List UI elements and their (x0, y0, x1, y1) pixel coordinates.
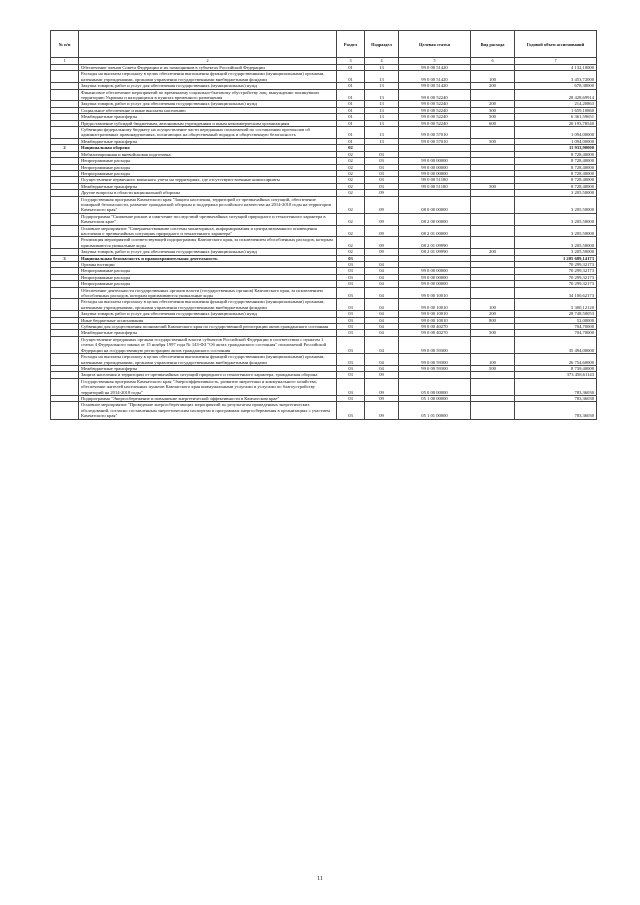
row-target: 05 1 01 00000 (399, 402, 471, 419)
table-row (51, 237, 597, 249)
row-vid (471, 196, 515, 213)
row-vid: 100 (471, 71, 515, 83)
row-razdel: 03 (337, 281, 365, 287)
row-target: 99 0 00 00000 (399, 158, 471, 164)
column-index-row (51, 58, 597, 65)
row-amount: 1 659,10860 (515, 107, 597, 113)
table-row (51, 225, 597, 237)
column-index: 7 (515, 58, 597, 65)
row-name: Предоставление субсидий бюджетным, автономным учреждениям и иным некоммерческим организациям (79, 120, 337, 126)
row-podrazdel: 09 (365, 395, 399, 401)
row-name: Основное мероприятие "Проведение энергосберегающих мероприятий по результатам проведенных энергетических обследований, согласно составленным энергетическим паспортам и программам энергосбережения в организациях с участием Камчатского края" (79, 402, 337, 419)
row-razdel: 02 (337, 183, 365, 189)
row-name: Органы юстиции (79, 262, 337, 268)
row-podrazdel: 09 (365, 249, 399, 255)
row-number (51, 237, 79, 249)
row-target: 08 2 00 00000 (399, 213, 471, 225)
row-target: 99 0 00 51420 (399, 83, 471, 89)
row-amount: 783,36030 (515, 395, 597, 401)
row-name: Осуществление первичного воинского учета на территориях, где отсутствуют военные комиссариаты (79, 177, 337, 183)
row-razdel: 03 (337, 311, 365, 317)
row-name: Непрограммные расходы (79, 170, 337, 176)
row-amount: 678,38000 (515, 83, 597, 89)
table-body (51, 65, 597, 420)
row-target: 99 0 00 57010 (399, 138, 471, 144)
row-name: Подпрограмма "Снижение рисков и смягчение последствий чрезвычайных ситуаций природного и техногенного характера в Камчатском крае" (79, 213, 337, 225)
row-target: 08 0 00 00000 (399, 196, 471, 213)
table-row (51, 89, 597, 101)
row-razdel: 03 (337, 317, 365, 323)
row-podrazdel: 09 (365, 213, 399, 225)
row-target: 99 0 00 52240 (399, 120, 471, 126)
row-target: 08 2 01 00000 (399, 225, 471, 237)
row-name: Социальное обеспечение и иные выплаты населению (79, 107, 337, 113)
row-amount: 70 299,32173 (515, 262, 597, 268)
row-amount: 35 494,00000 (515, 336, 597, 353)
table-row (51, 213, 597, 225)
row-podrazdel: 04 (365, 365, 399, 371)
row-razdel: 03 (337, 336, 365, 353)
row-target: 99 0 00 51180 (399, 183, 471, 189)
row-name: Непрограммные расходы (79, 274, 337, 280)
row-name: Закупка товаров, работ и услуг для обеспечения государственных (муниципальных) нужд (79, 311, 337, 317)
column-index: 4 (365, 58, 399, 65)
row-amount: 20 193,78540 (515, 120, 597, 126)
row-amount: 704,70000 (515, 330, 597, 336)
row-razdel: 01 (337, 83, 365, 89)
row-podrazdel: 04 (365, 274, 399, 280)
row-vid (471, 378, 515, 395)
row-razdel: 03 (337, 255, 365, 261)
row-name: Непрограммные расходы (79, 158, 337, 164)
row-razdel: 03 (337, 268, 365, 274)
header-vid: Вид расхода (471, 31, 515, 58)
row-target: 99 0 00 52240 (399, 89, 471, 101)
row-name: Непрограммные расходы (79, 268, 337, 274)
row-podrazdel: 09 (365, 225, 399, 237)
table-row (51, 127, 597, 139)
row-amount: 3 453,72000 (515, 71, 597, 83)
row-razdel: 03 (337, 378, 365, 395)
row-name: Расходы на выплаты персоналу в целях обеспечения выполнения функций государственными (муниципальными) органами, казенными учреждениями, органами управления государственными внебюджетными фондами (79, 354, 337, 366)
row-razdel: 01 (337, 101, 365, 107)
row-razdel: 02 (337, 213, 365, 225)
row-podrazdel: 03 (365, 177, 399, 183)
row-target: 99 0 00 52240 (399, 114, 471, 120)
row-amount: 1 094,00000 (515, 138, 597, 144)
row-target: 08 2 01 09990 (399, 237, 471, 249)
row-podrazdel: 04 (365, 281, 399, 287)
row-vid: 200 (471, 249, 515, 255)
row-number: 2 (51, 145, 79, 151)
row-podrazdel: 03 (365, 183, 399, 189)
row-vid (471, 402, 515, 419)
row-name: Осуществление переданных органам государственной власти субъектов Российской Федерации в соответствии с пунктом 1 статьи 4 Федерального закона от 15 ноября 1997 года № 143-ФЗ "Об актах гражданского состояния" полномочий Российской Федерации на государственную регистрацию актов гражданского состояния (79, 336, 337, 353)
row-amount: 34 100,62173 (515, 287, 597, 299)
row-vid (471, 89, 515, 101)
row-amount: 3 205,50000 (515, 213, 597, 225)
row-vid: 200 (471, 311, 515, 317)
row-podrazdel: 04 (365, 299, 399, 311)
row-name: Расходы на выплаты персоналу в целях обеспечения выполнения функций государственными (муниципальными) органами, казенными учреждениями, органами управления государственными внебюджетными фондами (79, 71, 337, 83)
row-amount: 70 299,32173 (515, 268, 597, 274)
row-amount: 783,36030 (515, 402, 597, 419)
row-razdel: 02 (337, 145, 365, 151)
row-target: 99 0 00 00000 (399, 274, 471, 280)
row-name: Защита населения и территории от чрезвычайных ситуаций природного и техногенного характера, гражданская оборона (79, 372, 337, 378)
row-target: 99 0 00 59300 (399, 336, 471, 353)
row-amount: 6 361,59651 (515, 114, 597, 120)
row-number (51, 354, 79, 366)
row-vid (471, 127, 515, 139)
row-amount: 8 728,40000 (515, 177, 597, 183)
row-podrazdel: 13 (365, 120, 399, 126)
column-index: 3 (337, 58, 365, 65)
column-index: 1 (51, 58, 79, 65)
row-amount: 1 205 689,14173 (515, 255, 597, 261)
row-target: 99 0 00 51420 (399, 71, 471, 83)
row-target: 05 1 00 00000 (399, 395, 471, 401)
row-amount: 8 728,40000 (515, 164, 597, 170)
row-name: Иные бюджетные ассигнования (79, 317, 337, 323)
table-row (51, 336, 597, 353)
row-razdel: 01 (337, 120, 365, 126)
page-number: 11 (317, 876, 323, 882)
header-target: Целевая статья (399, 31, 471, 58)
row-name: Государственная программа Камчатского края "Защита населения, территорий от чрезвычайных ситуаций, обеспечение пожарной безопасности, развитие гражданской обороны и поддержка российского казачества на 2014-2018 годы на территории Камчатского края" (79, 196, 337, 213)
row-target: 99 0 00 00000 (399, 170, 471, 176)
row-vid: 500 (471, 365, 515, 371)
row-name: Субвенции для осуществления полномочий Камчатского края по государственной регистрации актов гражданского состояния (79, 324, 337, 330)
row-name: Закупка товаров, работ и услуг для обеспечения государственных (муниципальных) нужд (79, 83, 337, 89)
row-podrazdel: 13 (365, 138, 399, 144)
row-razdel: 02 (337, 151, 365, 157)
row-vid: 500 (471, 183, 515, 189)
row-name: Закупка товаров, работ и услуг для обеспечения государственных (муниципальных) нужд (79, 249, 337, 255)
column-index: 2 (79, 58, 337, 65)
row-razdel: 03 (337, 354, 365, 366)
row-number (51, 225, 79, 237)
row-name: Обеспечение деятельности государственных органов власти (государственных органов) Камчатского края, за исключением обособленных расходов, которым присваиваются уникальные коды (79, 287, 337, 299)
row-razdel: 03 (337, 330, 365, 336)
row-number (51, 196, 79, 213)
row-amount: 8 739,40000 (515, 365, 597, 371)
row-amount: 26 754,60000 (515, 354, 597, 366)
row-podrazdel: 04 (365, 262, 399, 268)
row-razdel: 01 (337, 138, 365, 144)
row-number (51, 402, 79, 419)
row-target: 99 0 00 52240 (399, 107, 471, 113)
row-target: 99 0 00 40270 (399, 330, 471, 336)
row-name: Межбюджетные трансферты (79, 138, 337, 144)
row-number (51, 287, 79, 299)
row-razdel: 02 (337, 237, 365, 249)
row-amount: 8 728,40000 (515, 151, 597, 157)
row-amount: 3 205,50000 (515, 190, 597, 196)
row-razdel: 01 (337, 89, 365, 101)
row-razdel: 02 (337, 164, 365, 170)
row-podrazdel: 04 (365, 311, 399, 317)
row-vid (471, 287, 515, 299)
row-podrazdel: 03 (365, 170, 399, 176)
header-name (79, 31, 337, 58)
row-podrazdel: 13 (365, 83, 399, 89)
row-razdel: 01 (337, 114, 365, 120)
row-amount: 3 205,50000 (515, 249, 597, 255)
row-name: Финансовое обеспечение мероприятий по временному социально-бытовому обустройству лиц, вынужденно покинувших территорию Украины и находящихся в пунктах временного размещения (79, 89, 337, 101)
row-name: Межбюджетные трансферты (79, 330, 337, 336)
table-row (51, 354, 597, 366)
row-name: Реализация мероприятий соответствующей подпрограммы Камчатского края, за исключением обособленных расходов, которым присваиваются уникальные коды (79, 237, 337, 249)
row-podrazdel: 04 (365, 268, 399, 274)
row-podrazdel: 03 (365, 158, 399, 164)
header-razdel: Раздел (337, 31, 365, 58)
row-target: 99 0 00 57010 (399, 127, 471, 139)
row-razdel: 03 (337, 274, 365, 280)
table-row (51, 71, 597, 83)
table-row (51, 402, 597, 419)
row-podrazdel: 09 (365, 237, 399, 249)
row-razdel: 03 (337, 299, 365, 311)
row-podrazdel: 03 (365, 164, 399, 170)
table-row (51, 196, 597, 213)
row-podrazdel: 09 (365, 372, 399, 378)
row-razdel: 02 (337, 170, 365, 176)
row-name: Государственная программа Камчатского края "Энергоэффективность, развитие энергетики и коммунального хозяйства, обеспечение жителей населенных пунктов Камчатского края коммунальными услугами и услугами по благоустройству территорий на 2014-2018 годы" (79, 378, 337, 395)
row-vid: 200 (471, 101, 515, 107)
row-name: Межбюджетные трансферты (79, 114, 337, 120)
row-vid (471, 225, 515, 237)
row-podrazdel: 09 (365, 190, 399, 196)
row-razdel: 03 (337, 365, 365, 371)
row-amount: 704,70000 (515, 324, 597, 330)
row-vid (471, 336, 515, 353)
row-target: 99 0 00 10010 (399, 311, 471, 317)
row-number (51, 127, 79, 139)
row-target: 99 0 00 51180 (399, 177, 471, 183)
row-podrazdel: 04 (365, 287, 399, 299)
row-amount: 373 458,61143 (515, 372, 597, 378)
row-razdel: 02 (337, 249, 365, 255)
row-podrazdel: 13 (365, 65, 399, 71)
row-amount: 52,00000 (515, 317, 597, 323)
row-vid (471, 213, 515, 225)
row-number (51, 213, 79, 225)
row-target: 99 0 00 00000 (399, 268, 471, 274)
column-index: 6 (471, 58, 515, 65)
row-target: 99 0 00 52240 (399, 101, 471, 107)
row-name: Межбюджетные трансферты (79, 365, 337, 371)
table-row (51, 299, 597, 311)
row-number: 3 (51, 255, 79, 261)
row-podrazdel: 13 (365, 107, 399, 113)
row-razdel: 02 (337, 225, 365, 237)
row-podrazdel: 04 (365, 330, 399, 336)
row-razdel: 01 (337, 71, 365, 83)
row-vid: 100 (471, 299, 515, 311)
budget-table-sheet (50, 30, 596, 420)
row-amount: 3 205,50000 (515, 237, 597, 249)
row-amount: 70 299,32173 (515, 274, 597, 280)
header-amount: Годовой объем ассигнований (515, 31, 597, 58)
row-vid: 500 (471, 138, 515, 144)
row-razdel: 01 (337, 107, 365, 113)
row-target: 99 0 00 59300 (399, 354, 471, 366)
row-name: Непрограммные расходы (79, 281, 337, 287)
row-target: 99 0 00 51420 (399, 65, 471, 71)
row-razdel: 02 (337, 177, 365, 183)
row-name: Национальная оборона (79, 145, 337, 151)
row-podrazdel: 03 (365, 151, 399, 157)
row-podrazdel: 09 (365, 378, 399, 395)
row-razdel: 03 (337, 402, 365, 419)
row-razdel: 02 (337, 196, 365, 213)
row-vid: 500 (471, 330, 515, 336)
row-razdel: 01 (337, 65, 365, 71)
row-razdel: 03 (337, 287, 365, 299)
row-target: 99 0 00 40270 (399, 324, 471, 330)
row-name: Основное мероприятие "Совершенствование системы мониторинга, информирования и централизованного оповещения населения о чрезвычайных ситуациях природного и техногенного характера" (79, 225, 337, 237)
row-target: 99 0 00 00000 (399, 281, 471, 287)
row-name: Мобилизационная и вневойсковая подготовка (79, 151, 337, 157)
row-amount: 28 428,69914 (515, 89, 597, 101)
column-index: 5 (399, 58, 471, 65)
row-podrazdel: 04 (365, 324, 399, 330)
row-vid: 300 (471, 107, 515, 113)
row-name: Подпрограмма "Энергосбережение и повышение энергетической эффективности в Камчатском крае" (79, 395, 337, 401)
row-name: Расходы на выплаты персоналу в целях обеспечения выполнения функций государственными (муниципальными) органами, казенными учреждениями, органами управления государственными внебюджетными фондами (79, 299, 337, 311)
row-podrazdel: 13 (365, 71, 399, 83)
row-number (51, 299, 79, 311)
row-razdel: 03 (337, 372, 365, 378)
row-vid: 800 (471, 317, 515, 323)
row-podrazdel: 13 (365, 114, 399, 120)
row-target: 99 0 00 10010 (399, 299, 471, 311)
row-podrazdel: 04 (365, 336, 399, 353)
row-vid: 500 (471, 114, 515, 120)
row-razdel: 03 (337, 395, 365, 401)
row-amount: 8 728,40000 (515, 158, 597, 164)
row-amount: 28 748,50053 (515, 311, 597, 317)
row-podrazdel: 04 (365, 317, 399, 323)
row-amount: 5 300,12120 (515, 299, 597, 311)
row-podrazdel: 13 (365, 127, 399, 139)
row-number (51, 336, 79, 353)
row-amount: 214,20863 (515, 101, 597, 107)
row-podrazdel: 13 (365, 89, 399, 101)
row-podrazdel: 13 (365, 101, 399, 107)
row-podrazdel: 09 (365, 402, 399, 419)
row-amount: 3 205,50000 (515, 225, 597, 237)
row-number (51, 89, 79, 101)
row-name: Обеспечение членов Совета Федерации и их помощников в субъектах Российской Федерации (79, 65, 337, 71)
row-razdel: 01 (337, 127, 365, 139)
row-name: Непрограммные расходы (79, 164, 337, 170)
row-amount: 4 132,10000 (515, 65, 597, 71)
table-row (51, 378, 597, 395)
row-number (51, 71, 79, 83)
row-vid: 600 (471, 120, 515, 126)
table-row (51, 287, 597, 299)
row-target: 99 0 00 10010 (399, 287, 471, 299)
row-amount: 1 094,00000 (515, 127, 597, 139)
row-podrazdel: 04 (365, 354, 399, 366)
row-razdel: 03 (337, 262, 365, 268)
row-name: Субвенции федеральному бюджету на осуществление части переданных полномочий по составлению протоколов об административных правонарушениях, посягающих на общественный порядок и общественную безопасность (79, 127, 337, 139)
row-vid: 100 (471, 354, 515, 366)
row-amount: 3 205,50000 (515, 196, 597, 213)
row-target: 05 0 00 00000 (399, 378, 471, 395)
row-razdel: 03 (337, 324, 365, 330)
header-num: № п/п (51, 31, 79, 58)
row-vid: 200 (471, 83, 515, 89)
row-name: Закупка товаров, работ и услуг для обеспечения государственных (муниципальных) нужд (79, 101, 337, 107)
row-number (51, 378, 79, 395)
row-name: Другие вопросы в области национальной обороны (79, 190, 337, 196)
header-row (51, 31, 597, 58)
row-amount: 8 728,40000 (515, 170, 597, 176)
row-amount: 70 299,32173 (515, 281, 597, 287)
row-razdel: 02 (337, 190, 365, 196)
row-amount: 783,36030 (515, 378, 597, 395)
row-name: Национальная безопасность и правоохранительная деятельность (79, 255, 337, 261)
row-amount: 11 933,90000 (515, 145, 597, 151)
header-podrazdel: Подраздел (365, 31, 399, 58)
row-target: 99 0 00 59300 (399, 365, 471, 371)
row-name: Межбюджетные трансферты (79, 183, 337, 189)
budget-table (50, 30, 597, 420)
row-podrazdel: 09 (365, 196, 399, 213)
row-amount: 8 728,40000 (515, 183, 597, 189)
row-vid (471, 237, 515, 249)
row-target: 99 0 00 00000 (399, 164, 471, 170)
row-razdel: 02 (337, 158, 365, 164)
row-target: 08 2 01 09990 (399, 249, 471, 255)
row-target: 99 0 00 10010 (399, 317, 471, 323)
